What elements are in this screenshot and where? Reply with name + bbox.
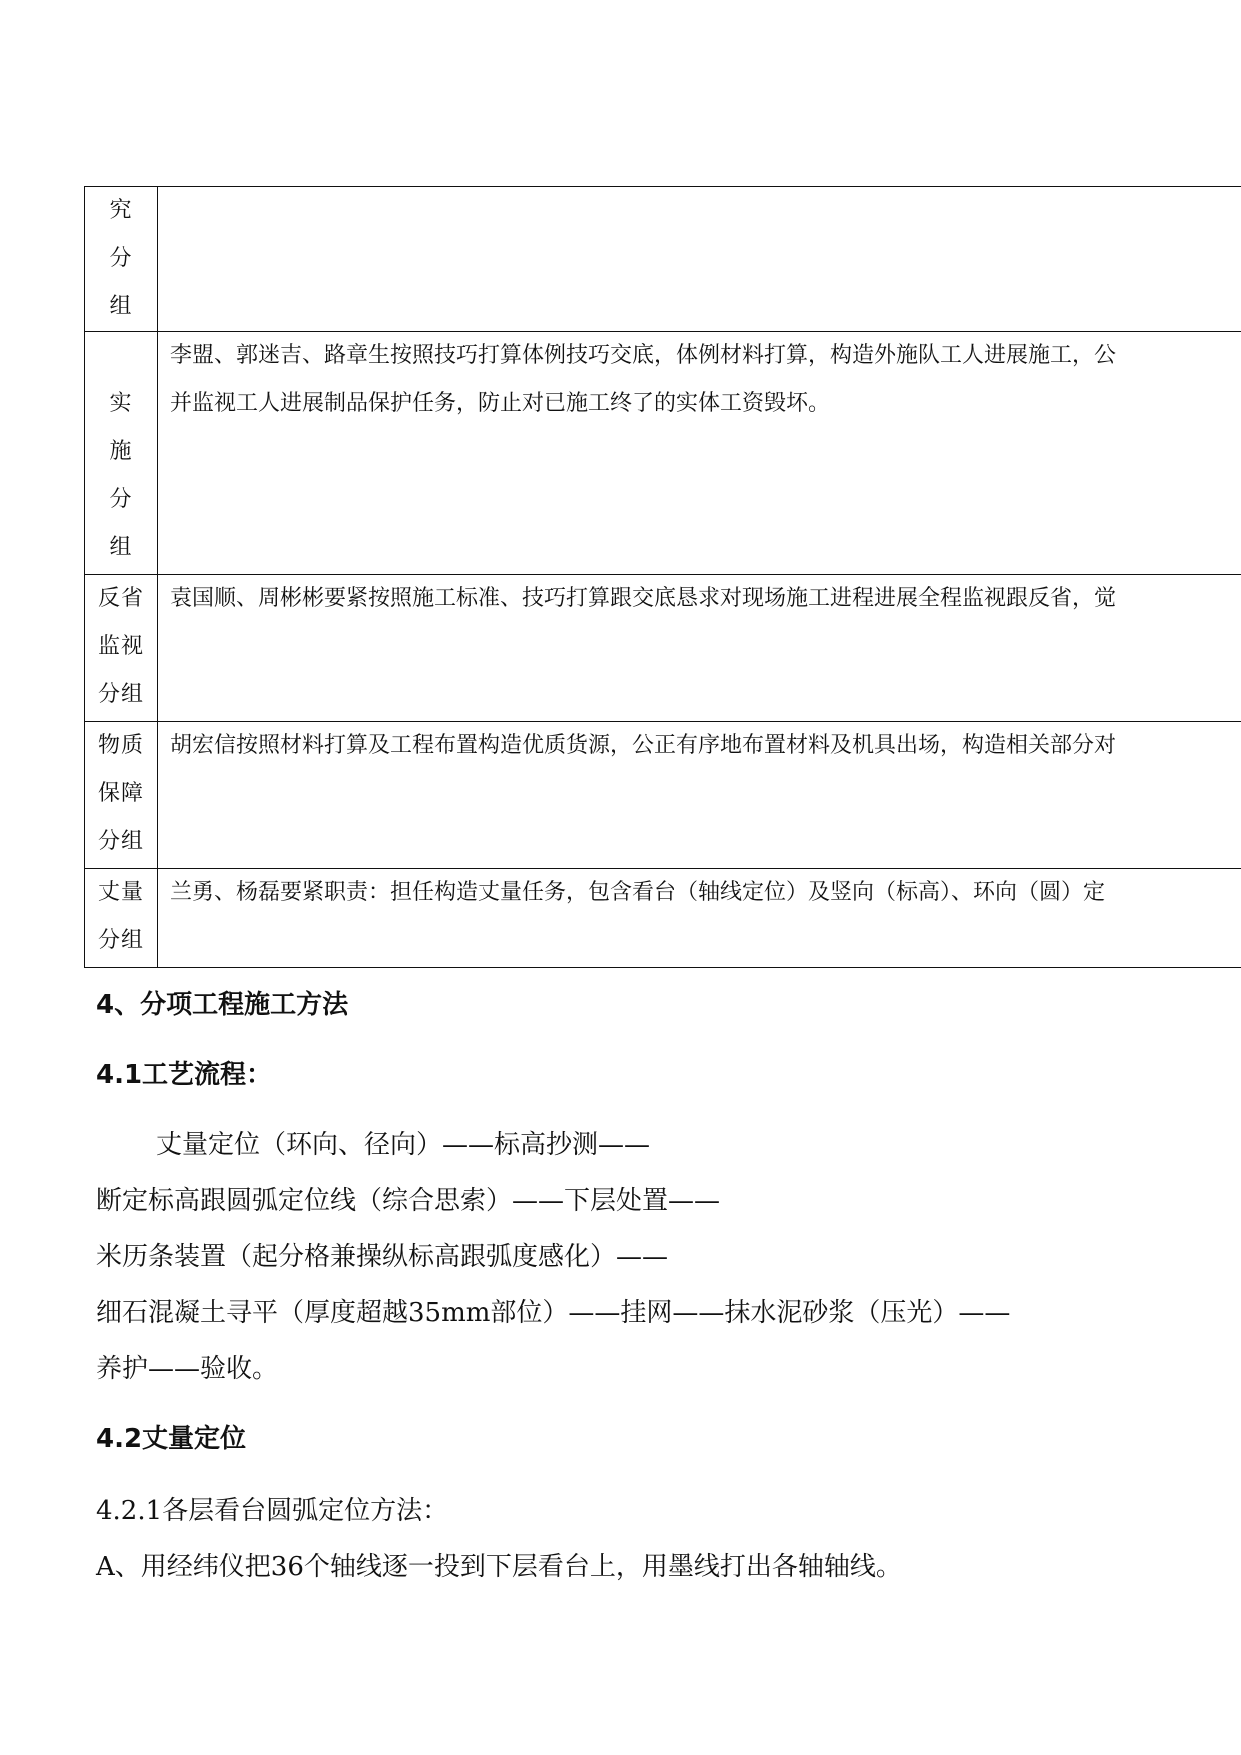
row-content: [158, 187, 1241, 332]
row-label: 反省 监视 分组: [85, 575, 158, 722]
table-row-research-group: [85, 187, 1241, 332]
process-flow-line: 养护——验收。: [96, 1354, 279, 1384]
row-label: 丈量 分组: [85, 869, 158, 968]
table-row-survey-group: [85, 869, 1241, 968]
process-flow-line: 断定标高跟圆弧定位线（综合思索）——下层处置——: [96, 1186, 721, 1216]
row-content: 兰勇、杨磊要紧职责：担任构造丈量任务，包含看台（轴线定位）及竖向（标高）、环向（圆）定: [158, 869, 1241, 968]
method-line: 4.2.1各层看台圆弧定位方法：: [96, 1496, 449, 1526]
row-label: 实 施 分 组: [85, 332, 158, 575]
process-flow-line: 细石混凝土寻平（厚度超越35mm部位）——挂网——抹水泥砂浆（压光）——: [96, 1298, 1011, 1328]
row-content: 李盟、郭迷吉、路章生按照技巧打算体例技巧交底，体例材料打算，构造外施队工人进展施工，公 并监视工人进展制品保护任务，防止对已施工终了的实体工资毁坏。: [158, 332, 1241, 575]
table-row-supply-group: [85, 722, 1241, 869]
process-flow-line: 丈量定位（环向、径向）——标高抄测——: [156, 1130, 651, 1160]
row-content: 胡宏信按照材料打算及工程布置构造优质货源，公正有序地布置材料及机具出场，构造相关部分对: [158, 722, 1241, 869]
row-label: 物质 保障 分组: [85, 722, 158, 869]
method-line: A、用经纬仪把36个轴线逐一投到下层看台上，用墨线打出各轴轴线。: [96, 1552, 902, 1582]
subsection-heading: 4.2丈量定位: [96, 1424, 247, 1454]
organization-table: [84, 186, 1241, 968]
table-row-inspection-group: [85, 575, 1241, 722]
row-label: 究 分 组: [85, 187, 158, 332]
process-flow-line: 米历条装置（起分格兼操纵标高跟弧度感化）——: [96, 1242, 669, 1272]
subsection-heading: 4.1工艺流程：: [96, 1060, 273, 1090]
table-row-implementation-group: [85, 332, 1241, 575]
section-heading: 4、分项工程施工方法: [96, 990, 349, 1020]
row-content: 袁国顺、周彬彬要紧按照施工标准、技巧打算跟交底恳求对现场施工进程进展全程监视跟反省，觉: [158, 575, 1241, 722]
